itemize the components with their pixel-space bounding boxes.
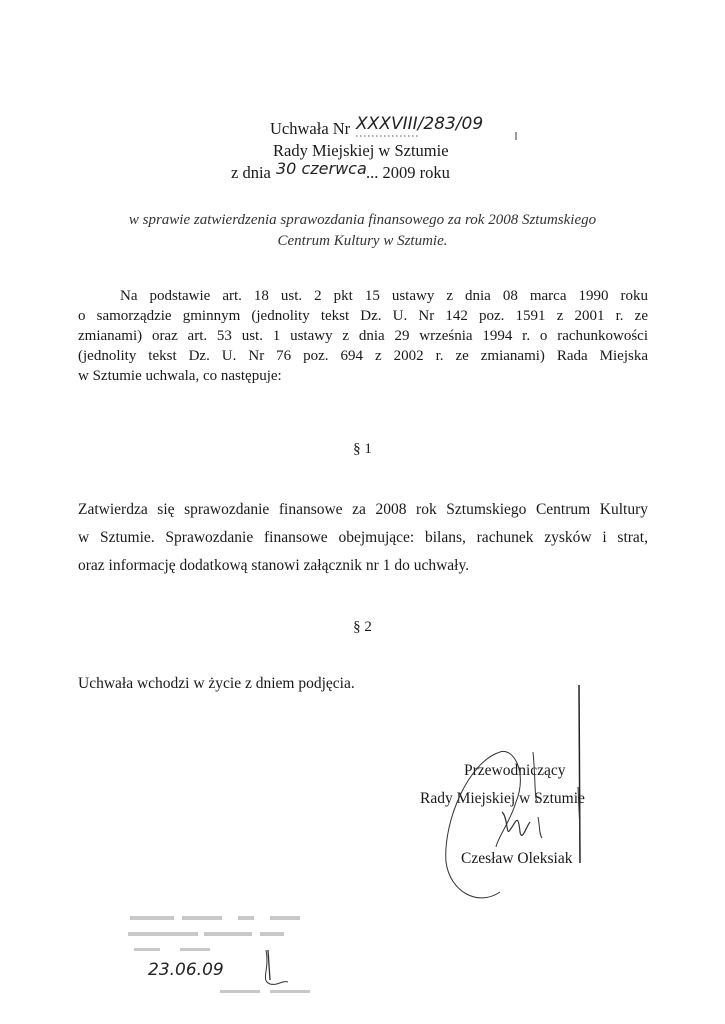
signatory-council: Rady Miejskiej w Sztumie bbox=[420, 790, 585, 807]
resolution-prefix: Uchwała Nr bbox=[270, 119, 351, 138]
signatory-title: Przewodniczący bbox=[464, 762, 566, 779]
date-suffix: ... 2009 roku bbox=[366, 163, 450, 182]
section-1-line-1: Zatwierdza się sprawozdanie finansowe za 2008 rok Sztumskiego Centrum Kultury bbox=[78, 501, 648, 518]
preamble-line-5: w Sztumie uchwala, co następuje: bbox=[78, 368, 282, 384]
resolution-number-handwritten: XXXVIII/283/09 bbox=[356, 114, 484, 134]
section-2-body: Uchwała wchodzi w życie z dniem podjęcia. bbox=[78, 675, 355, 692]
section-1-heading: § 1 bbox=[353, 441, 372, 457]
preamble-line-4: (jednolity tekst Dz. U. Nr 76 poz. 694 z 2002 r. ze zmianami) Rada Miejska bbox=[78, 348, 648, 364]
preamble-line-1: Na podstawie art. 18 ust. 2 pkt 15 ustawy z dnia 08 marca 1990 roku bbox=[120, 288, 648, 304]
signatory-name: Czesław Oleksiak bbox=[461, 850, 573, 867]
resolution-header bbox=[0, 114, 725, 184]
section-1-line-2: w Sztumie. Sprawozdanie finansowe obejmujące: bilans, rachunek zysków i strat, bbox=[78, 529, 648, 546]
subject-line-1: w sprawie zatwierdzenia sprawozdania finansowego za rok 2008 Sztumskiego bbox=[128, 212, 597, 228]
resolution-number-dotted-line bbox=[356, 132, 536, 140]
section-2-heading: § 2 bbox=[353, 619, 372, 635]
council-name: Rady Miejskiej w Sztumie bbox=[273, 141, 449, 160]
subject-line-2: Centrum Kultury w Sztumie. bbox=[277, 233, 448, 249]
preamble bbox=[78, 286, 648, 386]
handwritten-signature bbox=[438, 742, 603, 912]
stamp-date-handwritten: 23.06.09 bbox=[148, 960, 224, 980]
received-stamp bbox=[120, 910, 320, 1010]
preamble-line-3: zmianami) oraz art. 53 ust. 1 ustawy z dnia 29 września 1994 r. o rachunkowości bbox=[78, 328, 648, 344]
section-1-body bbox=[78, 496, 648, 580]
date-handwritten: 30 czerwca bbox=[276, 159, 367, 178]
resolution-number-line bbox=[0, 114, 725, 140]
resolution-subject bbox=[60, 210, 665, 252]
preamble-line-2: o samorządzie gminnym (jednolity tekst Dz. U. Nr 142 poz. 1591 z 2001 r. ze bbox=[78, 308, 648, 324]
date-prefix: z dnia bbox=[231, 163, 271, 182]
section-1-line-3: oraz informację dodatkową stanowi załącznik nr 1 do uchwały. bbox=[78, 557, 470, 574]
